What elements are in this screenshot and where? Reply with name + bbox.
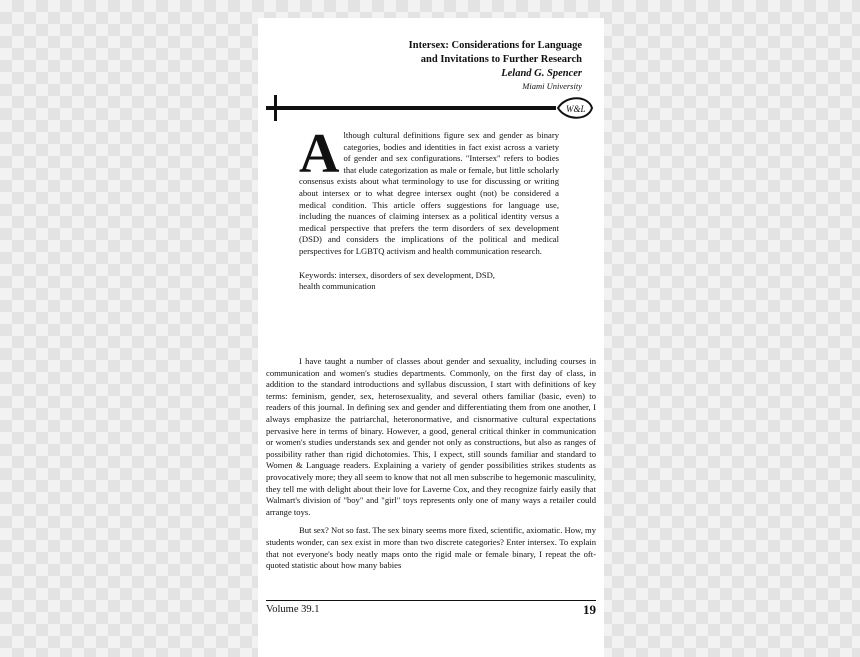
- abstract-block: [299, 123, 559, 293]
- keywords-line-2: health communication: [299, 281, 376, 292]
- body-paragraph-2: But sex? Not so fast. The sex binary seems more fixed, scientific, axiomatic. How, my students wonder, can sex exist in more than two discrete categories? Enter intersex. To explain that not everyone's body neatly maps onto the rigid male or female binary, I repeat the oft-quoted statistic about how many babies: [266, 525, 596, 571]
- author-affiliation: Miami University: [522, 81, 582, 91]
- keywords-line-1: Keywords: intersex, disorders of sex development, DSD,: [299, 269, 495, 280]
- page-number: 19: [583, 602, 596, 617]
- abstract-paragraph: [299, 123, 559, 258]
- volume-label: Volume 39.1: [266, 604, 320, 615]
- author-name: Leland G. Spencer: [501, 68, 582, 79]
- journal-page: [258, 18, 604, 657]
- article-title-line-1: Intersex: Considerations for Language: [408, 40, 582, 51]
- ornament-monogram: W&L: [566, 104, 586, 114]
- footer-divider: [266, 600, 596, 601]
- article-body: [266, 356, 596, 579]
- abstract-text: lthough cultural definitions figure sex and gender as binary categories, bodies and identities in fact exist across a variety of gender and sex configurations. "Intersex" refers to bodies that elude categorization as male or female, but little scholarly consensus exists about what terminology to use for discussing or writing about intersex or to what degree intersex ought (not) be considered a medical condition. This article offers suggestions for language use, including the nuances of claiming intersex as a political identity versus a medical perspective that prefers the term disorders of sex development (DSD) and considers the implications of the political and medical perspectives for LGBTQ activism and health communication research.: [299, 130, 559, 256]
- ornament-cross: [274, 95, 277, 121]
- body-paragraph-1: I have taught a number of classes about gender and sexuality, including courses in communication and women's studies departments. Commonly, on the first day of class, in addition to the standard introductions and syllabus discussion, I start with definitions of key terms: feminism, gender, sex, heterosexuality, and several others familiar (basic, even) to readers of this journal. In defining sex and gender and differentiating them from one another, I always emphasize the patriarchal, heteronormative, and cisnormative cultural expectations pervasive here in terms of binary. However, a good, general critical thinker in communication or women's studies understands sex and gender not only as constructions, but also as ranges of possibility rather than rigid dichotomies. This, I expect, still sounds familiar and standard to Women & Language readers. Explaining a variety of gender possibilities strikes students as provocatively more; they all seem to know that not all men subscribe to hegemonic masculinity, they tell me with delight about their love for Laverne Cox, and they recognize fairly easily that Walmart's division of "boy" and "girl" toys represents only one of many ways a retailer could arrange toys.: [266, 356, 596, 517]
- ornament-rule: [266, 93, 596, 123]
- drop-cap: A: [299, 123, 340, 185]
- ornament-bar: [266, 106, 556, 110]
- article-title-line-2: and Invitations to Further Research: [420, 54, 582, 65]
- article-header: [282, 39, 582, 92]
